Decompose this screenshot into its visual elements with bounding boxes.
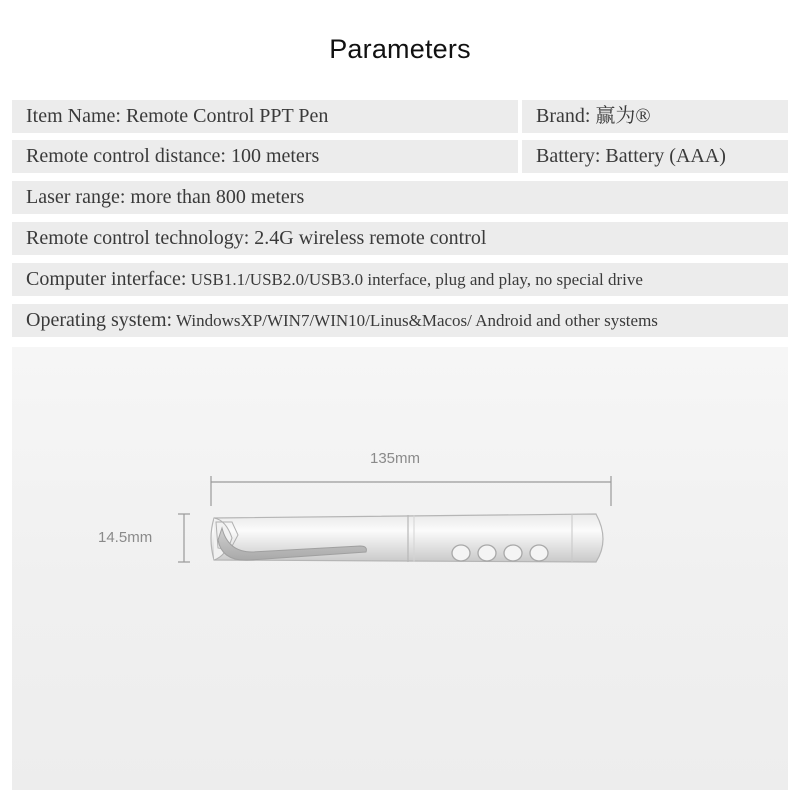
interface-value: USB1.1/USB2.0/USB3.0 interface, plug and play, no special drive xyxy=(186,270,643,289)
os-value: WindowsXP/WIN7/WIN10/Linus&Macos/ Android and other systems xyxy=(172,311,658,330)
diameter-label: 14.5mm xyxy=(98,529,153,546)
param-row-os xyxy=(12,304,788,337)
os-label: Operating system: xyxy=(26,309,173,331)
battery-cell xyxy=(522,140,788,173)
item-name-cell xyxy=(12,100,518,133)
remote-distance-cell xyxy=(12,140,518,173)
remote-distance-text: Remote control distance: 100 meters xyxy=(26,145,320,167)
param-row-distance-battery xyxy=(12,140,788,173)
technology-text: Remote control technology: 2.4G wireless remote control xyxy=(26,227,487,249)
length-label: 135mm xyxy=(370,450,421,467)
brand-text: Brand: 赢为® xyxy=(536,105,651,127)
item-name-text: Item Name: Remote Control PPT Pen xyxy=(26,105,329,127)
brand-cell xyxy=(522,100,788,133)
param-row-item-brand xyxy=(12,100,788,133)
page-title: Parameters xyxy=(329,34,471,64)
param-row-laser-range xyxy=(12,181,788,214)
param-row-technology xyxy=(12,222,788,255)
param-row-interface xyxy=(12,263,788,296)
product-photo xyxy=(12,347,788,790)
interface-label: Computer interface: xyxy=(26,268,187,290)
laser-range-text: Laser range: more than 800 meters xyxy=(26,186,305,208)
battery-text: Battery: Battery (AAA) xyxy=(536,145,726,167)
